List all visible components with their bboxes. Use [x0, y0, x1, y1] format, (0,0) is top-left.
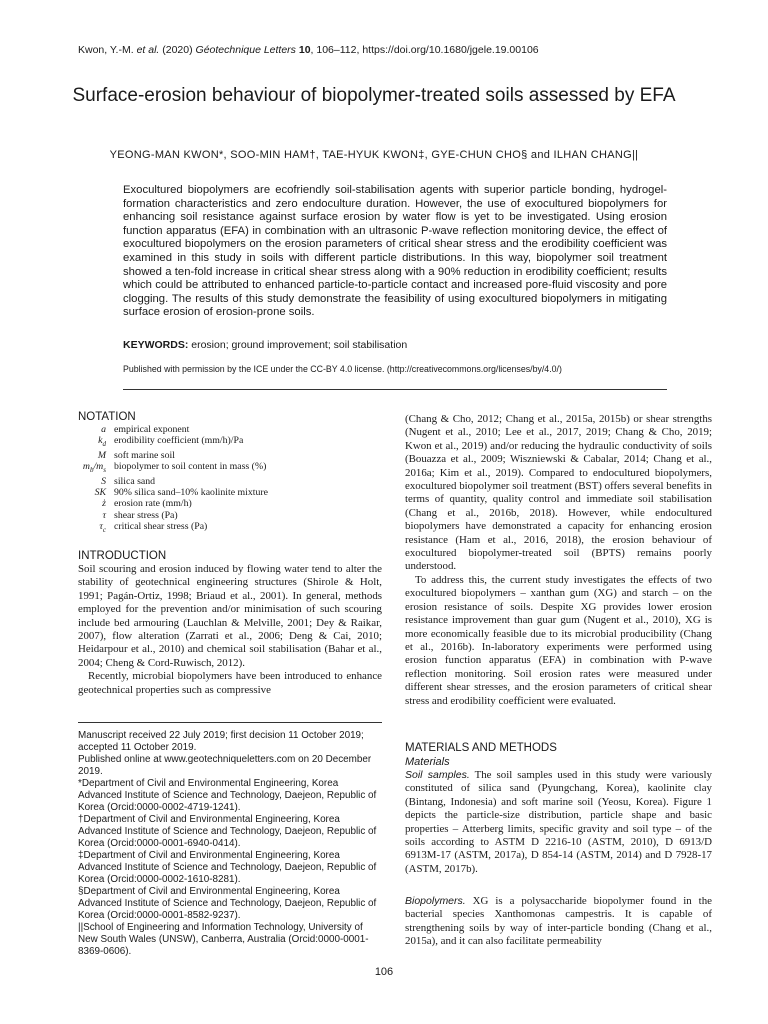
citation-volume: 10	[298, 44, 311, 56]
notation-desc: erosion rate (mm/h)	[114, 498, 192, 510]
header-divider	[123, 389, 667, 390]
citation-authors: Kwon, Y.-M.	[78, 44, 134, 56]
right-column-body	[405, 413, 712, 708]
footnote-divider	[78, 722, 382, 723]
notation-symbol: S	[101, 476, 106, 488]
notation-desc: shear stress (Pa)	[114, 509, 178, 521]
introduction-body	[78, 563, 382, 697]
notation-desc: empirical exponent	[114, 424, 190, 435]
citation-journal: Géotechnique Letters	[195, 44, 296, 56]
notation-item	[78, 435, 378, 450]
notation-desc: 90% silica sand–10% kaolinite mixture	[114, 487, 268, 499]
body-paragraph: To address this, the current study investigates the effects of two exocultured biopolymers – xanthan gum (XG) and starch – on the erosion resistance of soils. Despite XG provides lower erosion resistance improvement than guar gum (Nugent et al., 2010), XG is more economically feasible due to its microbial producibility (Chang et al., 2016b). In-laboratory experiments were performed using erosion function apparatus (EFA) in combination with P-wave reflection monitoring. Soil erosion rates were measured under different shear stresses, and the erosion parameters of critical shear stress and erodibility coefficient were evaluated.	[405, 573, 712, 707]
materials-subheading: Materials	[405, 756, 450, 768]
license-note: Published with permission by the ICE under the CC-BY 4.0 license. (http://creativecommons.org/licenses/by/4.0/)	[123, 364, 562, 374]
notation-symbol: ż	[102, 498, 106, 510]
keywords-label: KEYWORDS:	[123, 339, 189, 351]
methods-heading: MATERIALS AND METHODS	[405, 742, 557, 754]
keywords-text: erosion; ground improvement; soil stabilisation	[188, 339, 408, 351]
introduction-heading: INTRODUCTION	[78, 550, 167, 562]
notation-desc: erodibility coefficient (mm/h)/Pa	[114, 435, 244, 447]
notation-item	[78, 498, 378, 509]
notation-item	[78, 510, 378, 521]
footnote: *Department of Civil and Environmental Engineering, Korea Advanced Institute of Science and Technology, Daejeon, Republic of Korea (Orcid:0000-0002-4719-1241).	[78, 778, 377, 813]
page-number: 106	[374, 966, 394, 978]
biopolymers-text: XG is a polysaccharide biopolymer found in the bacterial species Xanthomonas campestris. It is capable of strengthening soils by way of inter-particle bonding (Chang et al., 2015a), and it can also facilitate permeability	[405, 895, 712, 948]
footnote: ||School of Engineering and Information Technology, University of New South Wales (UNSW), Canberra, Australia (Orcid:0000-0001-8369-0606).	[78, 922, 369, 957]
biopolymers-paragraph	[405, 895, 712, 949]
notation-desc: critical shear stress (Pa)	[114, 520, 208, 532]
footnotes	[78, 730, 382, 958]
keywords	[123, 339, 407, 351]
notation-symbol: $\tau_c$	[99, 520, 106, 534]
footnote: Published online at www.geotechniqueletters.com on 20 December 2019.	[78, 754, 372, 777]
footnote: §Department of Civil and Environmental Engineering, Korea Advanced Institute of Science and Technology, Daejeon, Republic of Korea (Orcid:0000-0001-8582-9237).	[78, 886, 377, 921]
paper-title: Surface-erosion behaviour of biopolymer-treated soils assessed by EFA	[72, 85, 676, 106]
notation-symbol: a	[101, 424, 106, 435]
soil-samples-text: The soil samples used in this study were variously constituted of silica sand (Pyungchang, Korea), kaolinite clay (Bintang, Indonesia) and soft marine soil (Yeosu, Korea). Figure 1 depicts the particle-size distribution, particle shape and basic properties – Atterberg limits, specific gravity and soil type – of the soils according to ASTM D 2216-10 (ASTM, 2010), D 6913/D 6913M-17 (ASTM, 2017a), D 854-14 (ASTM, 2014) and D 7928-17 (ASTM, 2017b).	[405, 769, 712, 875]
notation-item	[78, 476, 378, 487]
citation-rest: , 106–112, https://doi.org/10.1680/jgele.19.00106	[310, 44, 539, 56]
author-list: YEONG-MAN KWON*, SOO-MIN HAM†, TAE-HYUK KWON‡, GYE-CHUN CHO§ and ILHAN CHANG||	[109, 149, 639, 161]
footnote: †Department of Civil and Environmental Engineering, Korea Advanced Institute of Science and Technology, Daejeon, Republic of Korea (Orcid:0000-0001-6940-0414).	[78, 814, 377, 849]
introduction-paragraph: Recently, microbial biopolymers have been introduced to enhance geotechnical properties such as compressive	[78, 670, 382, 696]
notation-item	[78, 461, 378, 476]
soil-samples-label: Soil samples.	[405, 769, 470, 781]
notation-symbol: τ	[102, 509, 106, 521]
biopolymers-label: Biopolymers.	[405, 895, 466, 907]
notation-desc: soft marine soil	[114, 450, 175, 462]
footnote: ‡Department of Civil and Environmental Engineering, Korea Advanced Institute of Science and Technology, Daejeon, Republic of Korea (Orcid:0000-0002-1610-8281).	[78, 850, 377, 885]
notation-section	[78, 411, 378, 536]
soil-samples-paragraph	[405, 769, 712, 876]
notation-symbol: $k_d$	[98, 435, 106, 449]
introduction-paragraph: Soil scouring and erosion induced by flowing water tend to alter the stability of geotechnical engineering structures (Shirole & Holt, 1991; Pagán-Ortiz, 1998; Briaud et al., 2001). In general, methods employed for the prevention and/or minimisation of such scouring include bed armouring (Lauchlan & Melville, 2001; Dey & Raikar, 2007), flow alteration (Zarrati et al., 2006; Deng & Cai, 2010; Heidarpour et al., 2010) and chemical soil stabilisation (Bahar et al., 2004; Cheng & Cord-Ruwisch, 2012).	[78, 563, 382, 669]
abstract: Exocultured biopolymers are ecofriendly soil-stabilisation agents with superior particle bonding, hydrogel-formation characteristics and zero endoculture duration. However, the use of exocultured biopolymers for enhancing soil resistance against surface erosion by water flow is yet to be investigated. Using erosion function apparatus (EFA) in combination with an ultrasonic P-wave reflection monitoring device, the effect of exocultured biopolymers on the erosion parameters of critical shear stress and the erodibility coefficient was examined in this study in soils with different particle distributions. In this way, biopolymer soil treatment showed a ten-fold increase in critical shear stress along with a 90% reduction in erodibility coefficient; results which could be attributed to enhanced particle-to-particle contact and increased pore-fluid viscosity and pore clogging. The results of this study demonstrate the feasibility of using exocultured biopolymers in mitigating surface erosion of erosion-prone soils.	[123, 184, 667, 319]
notation-item	[78, 487, 378, 498]
notation-heading: NOTATION	[78, 411, 136, 423]
notation-symbol: M	[97, 450, 106, 462]
body-paragraph: (Chang & Cho, 2012; Chang et al., 2015a, 2015b) or shear strengths (Nugent et al., 2010; Lee et al., 2017, 2019; Chang & Cho, 2019; Kwon et al., 2019) and/or reducing the hydraulic conductivity of soils (Bouazza et al., 2009; Wiszniewski & Cabalar, 2014; Chang et al., 2016a; Kim et al., 2019). Compared to endocultured biopolymers, exocultured biopolymer soil treatment (BST) offers several benefits in terms of quantity, quality control and immediate soil stabilisation (Chang et al., 2016b, 2018). However, while endocultured biopolymers have demonstrated a capacity for enhancing erosion resistance (Ham et al., 2016, 2018), the erosion behaviour of exocultured biopolymer-treated soil (BPTS) remains poorly understood.	[405, 413, 712, 573]
notation-item	[78, 450, 378, 461]
notation-desc: biopolymer to soil content in mass (%)	[114, 461, 267, 473]
notation-item	[78, 424, 378, 435]
notation-symbol: $m_b/m_s$	[82, 461, 106, 475]
notation-symbol: SK	[94, 487, 106, 499]
citation-etal: et al.	[136, 44, 160, 56]
citation-year: (2020)	[162, 44, 193, 56]
footnote: Manuscript received 22 July 2019; first decision 11 October 2019; accepted 11 October 2019.	[78, 730, 364, 753]
notation-item	[78, 521, 378, 536]
notation-desc: silica sand	[114, 476, 156, 488]
journal-citation	[78, 44, 539, 56]
